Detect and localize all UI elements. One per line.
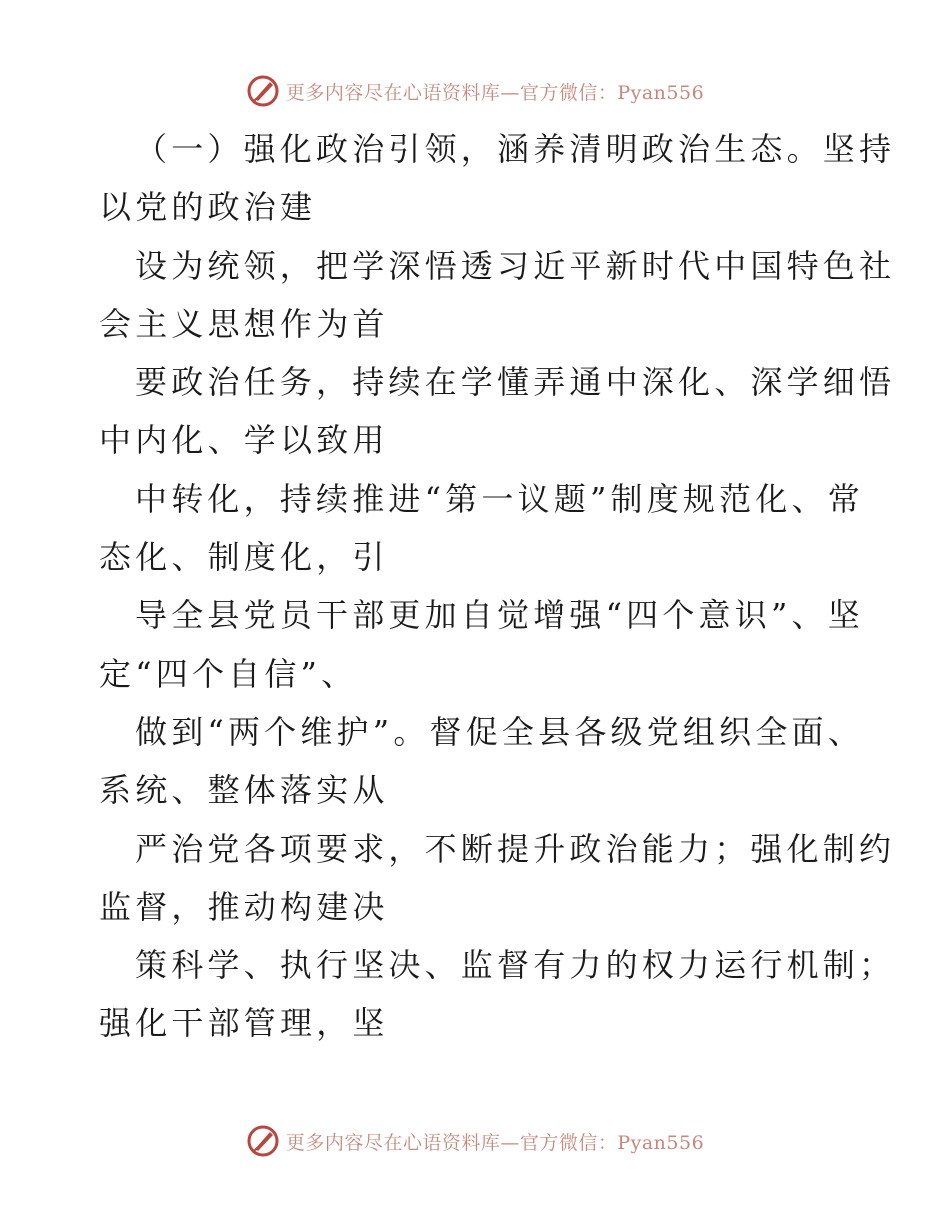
footer-watermark (0, 1121, 950, 1161)
text-line: 监督，推动构建决 (99, 887, 389, 926)
text-line: 会主义思想作为首 (99, 304, 389, 343)
text-line: 中转化，持续推进“第一议题”制度规范化、常 (135, 479, 864, 518)
text-line: 严治党各项要求，不断提升政治能力；强化制约 (135, 829, 896, 868)
watermark-text: 更多内容尽在心语资料库—官方微信：Pyan556 (285, 1131, 705, 1154)
text-line: 导全县党员干部更加自觉增强“四个意识”、坚 (135, 596, 864, 635)
text-line: 要政治任务，持续在学懂弄通中深化、深学细悟 (135, 363, 896, 402)
text-line: 定“四个自信”、 (99, 654, 358, 693)
watermark-text: 更多内容尽在心语资料库—官方微信：Pyan556 (285, 81, 705, 104)
text-line: 以党的政治建 (99, 188, 317, 227)
text-line: 做到“两个维护”。督促全县各级党组织全面、 (135, 712, 864, 751)
text-line: 设为统领，把学深悟透习近平新时代中国特色社 (135, 246, 896, 285)
text-line: 强化干部管理，坚 (99, 1004, 389, 1043)
quill-logo-icon (246, 1124, 280, 1158)
quill-logo-icon (246, 74, 280, 108)
text-line: 态化、制度化，引 (99, 538, 389, 577)
text-line: 策科学、执行坚决、监督有力的权力运行机制； (135, 946, 896, 985)
text-line: （一）强化政治引领，涵养清明政治生态。坚持 (135, 130, 896, 168)
header-watermark (0, 71, 950, 111)
text-line: 系统、整体落实从 (99, 771, 389, 810)
document-body (99, 120, 896, 1053)
text-line: 中内化、学以致用 (99, 421, 389, 460)
